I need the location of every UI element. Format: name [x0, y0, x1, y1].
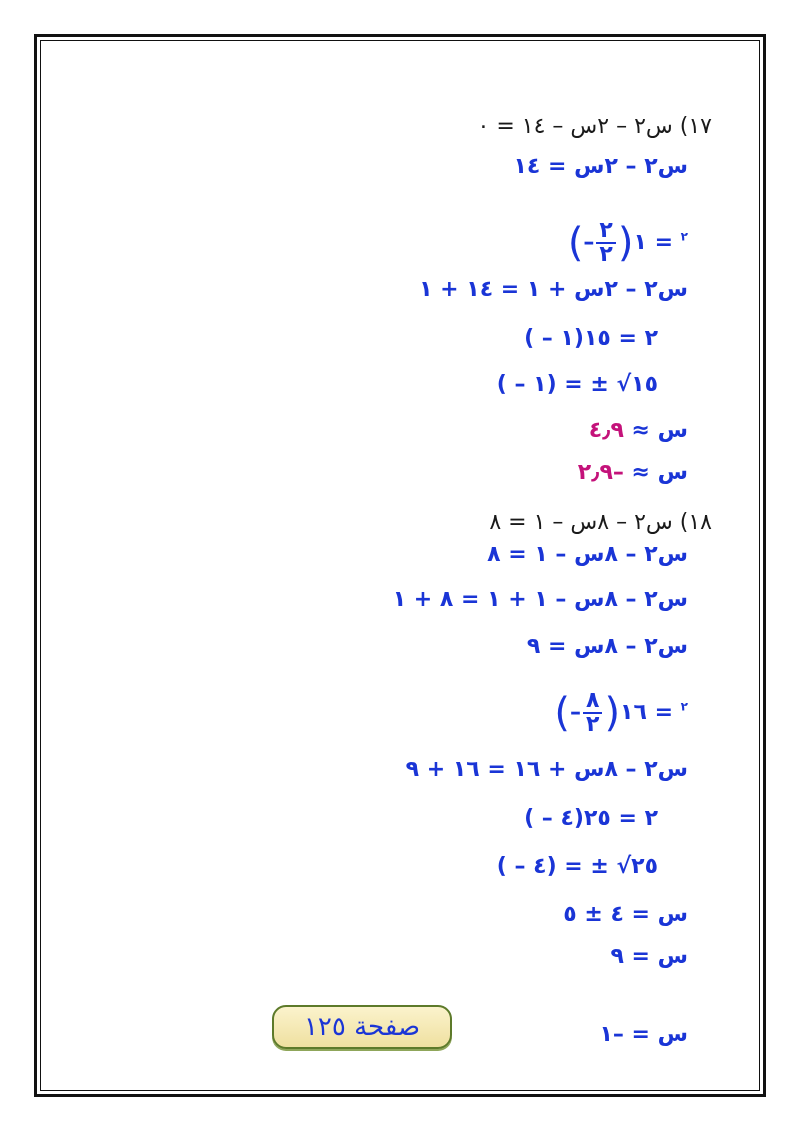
p17-step-4: ( – ١)٢ = ١٥	[524, 326, 658, 351]
p17-step-2: (– $\frac{٢}{٢}$ ) $^٢$ = ١	[567, 218, 688, 267]
p17-fraction: $\frac{٢}{٢}$	[596, 220, 615, 266]
p18-step-3: س٢ – ٨س = ٩	[526, 634, 688, 659]
p18-fraction: $\frac{٨}{٢}$	[583, 690, 602, 736]
p18-step-10: س = –١	[599, 1022, 688, 1047]
p18-step-6: ( – ٤)٢ = ٢٥	[524, 806, 658, 831]
p17-step-5: ( – ١) = ± √١٥	[496, 372, 658, 397]
page-number-label: صفحة ١٢٥	[272, 1005, 452, 1049]
p18-step-2: س٢ – ٨س – ١ + ١ = ٨ + ١	[392, 587, 688, 612]
p18-step-5: س٢ – ٨س + ١٦ = ١٦ + ٩	[405, 757, 688, 782]
p17-answer-1: س ≈ ٤٫٩	[588, 418, 688, 443]
p17-step-1: س٢ – ٢س = ١٤	[513, 154, 688, 179]
p18-step-7: ( – ٤) = ± √٢٥	[496, 854, 658, 879]
p18-step-9: س = ٩	[610, 944, 688, 969]
p18-step-4: (– $\frac{٨}{٢}$ ) $^٢$ = ١٦	[554, 688, 688, 737]
p17-step-3: س٢ – ٢س + ١ = ١٤ + ١	[419, 277, 688, 302]
p17-answer-2: س ≈ –٢٫٩	[577, 460, 688, 485]
problem-18-header: ١٨) س٢ – ٨س – ١ = ٨	[489, 510, 712, 535]
problem-17-header: ١٧) س٢ – ٢س – ١٤ = ٠	[477, 114, 712, 139]
p18-step-1: س٢ – ٨س – ١ = ٨	[487, 542, 688, 567]
p18-step-8: س = ٤ ± ٥	[563, 902, 688, 927]
